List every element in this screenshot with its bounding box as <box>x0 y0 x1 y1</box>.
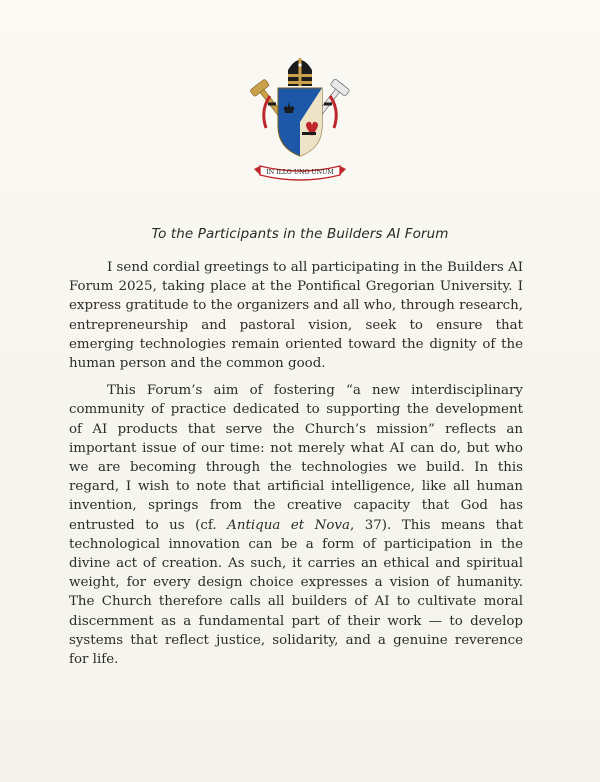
citation-title: Antiqua et Nova <box>227 517 350 533</box>
papal-coat-of-arms-icon <box>250 48 350 184</box>
paragraph-2 <box>69 381 523 669</box>
paragraph-2-part-2: , 37). This means that technological innovation can be a form of participation in the divine act of creation. As such, it carries an ethical and spiritual weight, for every design choice expresses a vision of humanity. The Church therefore calls all builders of AI to cultivate moral discernment as a fundamental part of their work — to develop systems that reflect justice, solidarity, and a genuine reverence for life. <box>69 517 523 668</box>
paragraph-1: I send cordial greetings to all participating in the Builders AI Forum 2025, taking place at the Pontifical Gregorian University. I express gratitude to the organizers and all who, through research, entrepreneurship and pastoral vision, seek to ensure that emerging technologies remain oriented toward the dignity of the human person and the common good. <box>69 260 523 372</box>
letter-body <box>69 258 523 677</box>
letter-salutation: To the Participants in the Builders AI Forum <box>151 226 449 242</box>
paragraph-2-part-1: This Forum’s aim of fostering “a new interdisciplinary community of practice dedicated to supporting the development of AI products that serve the Church’s mission” reflects an important issue of our time: not merely what AI can do, but who we are becoming through the technologies we build. In this regard, I wish to note that artificial intelligence, like all human invention, springs from the creative capacity that God has entrusted to us (cf. <box>69 383 523 533</box>
crest-motto: IN ILLO UNO UNUM <box>266 169 334 176</box>
